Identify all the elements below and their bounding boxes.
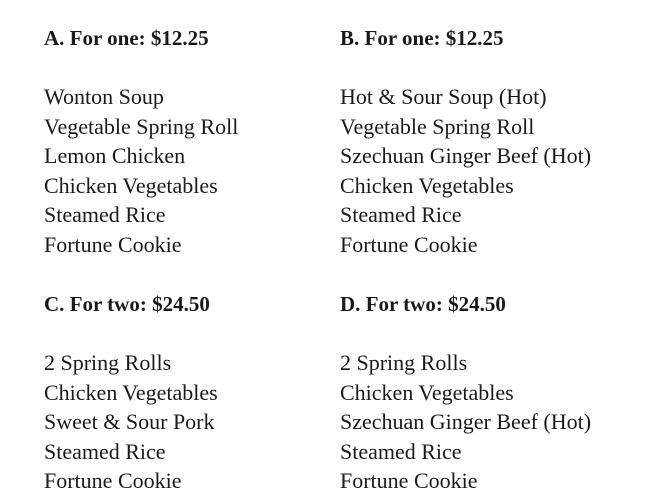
menu-item: Chicken Vegetables — [44, 379, 218, 405]
menu-b-items — [340, 82, 630, 260]
menu-item: Steamed Rice — [340, 438, 462, 464]
menu-item: Fortune Cookie — [44, 468, 182, 494]
menu-item: Chicken Vegetables — [44, 172, 218, 198]
menu-item: Hot & Sour Soup (Hot) — [340, 84, 547, 109]
menu-item: 2 Spring Rolls — [44, 350, 172, 375]
menu-item: 2 Spring Rolls — [340, 350, 468, 375]
menu-a — [44, 24, 334, 260]
menu-a-items — [44, 82, 334, 260]
menu-item: Fortune Cookie — [340, 231, 478, 257]
menu-item: Vegetable Spring Roll — [44, 113, 239, 139]
menu-item: Wonton Soup — [44, 84, 164, 109]
menu-item: Szechuan Ginger Beef (Hot) — [340, 143, 592, 169]
menu-b — [340, 24, 630, 260]
menu-item: Fortune Cookie — [340, 468, 478, 494]
menu-item: Fortune Cookie — [44, 231, 182, 257]
menu-item: Steamed Rice — [340, 202, 462, 228]
menu-item: Chicken Vegetables — [340, 172, 514, 198]
menu-item: Lemon Chicken — [44, 143, 186, 169]
menu-d-items — [340, 348, 630, 496]
menu-item: Vegetable Spring Roll — [340, 113, 535, 139]
menu-c — [44, 290, 334, 496]
menu-item: Steamed Rice — [44, 438, 166, 464]
menu-c-heading: C. For two: $24.50 — [44, 292, 210, 316]
menu-d-heading: D. For two: $24.50 — [340, 292, 506, 316]
menu-b-heading: B. For one: $12.25 — [340, 26, 504, 50]
menu-item: Sweet & Sour Pork — [44, 409, 215, 435]
menu-d — [340, 290, 630, 496]
menu-c-items — [44, 348, 334, 496]
menu-item: Steamed Rice — [44, 202, 166, 228]
menu-item: Chicken Vegetables — [340, 379, 514, 405]
menu-a-heading: A. For one: $12.25 — [44, 26, 209, 50]
menu-item: Szechuan Ginger Beef (Hot) — [340, 409, 592, 435]
